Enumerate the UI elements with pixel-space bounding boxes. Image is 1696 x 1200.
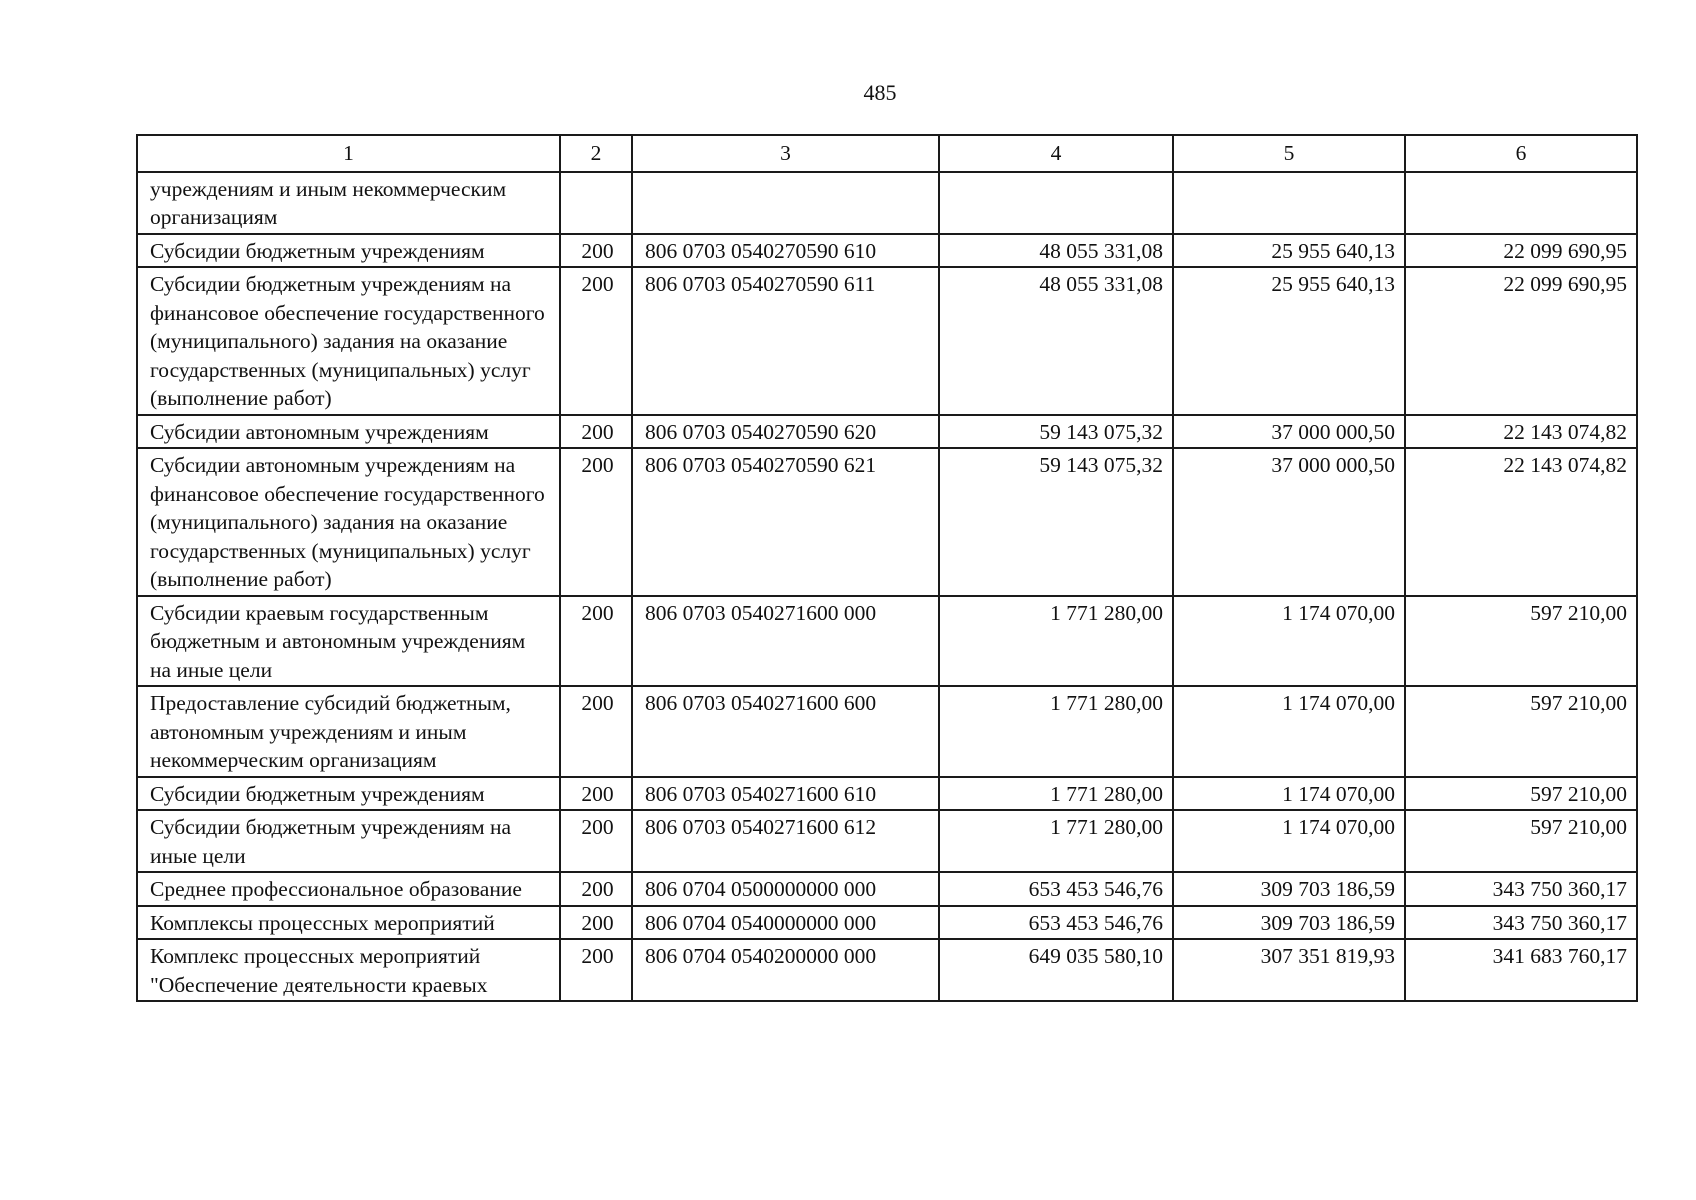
row-name-cell: Субсидии краевым государственным бюджетным и автономным учреждениям на иные цели bbox=[137, 596, 560, 687]
row-classification-code-cell: 806 0704 0540200000 000 bbox=[632, 939, 939, 1001]
row-amount-col5-cell: 37 000 000,50 bbox=[1173, 415, 1405, 449]
row-name-cell: Субсидии автономным учреждениям на финансовое обеспечение государственного (муниципального) задания на оказание государственных (муниципальных) услуг (выполнение работ) bbox=[137, 448, 560, 596]
row-classification-code-cell: 806 0703 0540270590 620 bbox=[632, 415, 939, 449]
table-row bbox=[137, 596, 1637, 687]
row-name-cell: Предоставление субсидий бюджетным, автономным учреждениям и иным некоммерческим организациям bbox=[137, 686, 560, 777]
row-amount-col6-cell: 22 099 690,95 bbox=[1405, 234, 1637, 268]
row-classification-code-cell: 806 0703 0540270590 621 bbox=[632, 448, 939, 596]
row-amount-col6-cell bbox=[1405, 172, 1637, 234]
row-name-cell: Субсидии автономным учреждениям bbox=[137, 415, 560, 449]
row-name-cell: Комплекс процессных мероприятий "Обеспечение деятельности краевых bbox=[137, 939, 560, 1001]
row-code-cell: 200 bbox=[560, 596, 632, 687]
row-amount-col5-cell: 309 703 186,59 bbox=[1173, 906, 1405, 940]
table-row bbox=[137, 810, 1637, 872]
row-code-cell: 200 bbox=[560, 777, 632, 811]
row-amount-col4-cell: 48 055 331,08 bbox=[939, 234, 1173, 268]
row-code-cell: 200 bbox=[560, 415, 632, 449]
row-name-cell: Субсидии бюджетным учреждениям на иные цели bbox=[137, 810, 560, 872]
header-row bbox=[137, 135, 1637, 172]
row-amount-col6-cell: 22 143 074,82 bbox=[1405, 415, 1637, 449]
row-amount-col4-cell: 1 771 280,00 bbox=[939, 777, 1173, 811]
row-amount-col5-cell: 1 174 070,00 bbox=[1173, 810, 1405, 872]
row-code-cell bbox=[560, 172, 632, 234]
table-row bbox=[137, 939, 1637, 1001]
column-header-3: 3 bbox=[632, 135, 939, 172]
row-amount-col5-cell: 307 351 819,93 bbox=[1173, 939, 1405, 1001]
row-amount-col6-cell: 341 683 760,17 bbox=[1405, 939, 1637, 1001]
row-classification-code-cell: 806 0704 0540000000 000 bbox=[632, 906, 939, 940]
row-amount-col4-cell bbox=[939, 172, 1173, 234]
table-header bbox=[137, 135, 1637, 172]
row-amount-col4-cell: 649 035 580,10 bbox=[939, 939, 1173, 1001]
row-amount-col5-cell: 25 955 640,13 bbox=[1173, 267, 1405, 415]
row-code-cell: 200 bbox=[560, 234, 632, 268]
row-amount-col4-cell: 653 453 546,76 bbox=[939, 906, 1173, 940]
row-amount-col4-cell: 48 055 331,08 bbox=[939, 267, 1173, 415]
table-row bbox=[137, 448, 1637, 596]
row-amount-col6-cell: 597 210,00 bbox=[1405, 810, 1637, 872]
column-header-2: 2 bbox=[560, 135, 632, 172]
table-row bbox=[137, 906, 1637, 940]
table-row bbox=[137, 686, 1637, 777]
row-amount-col6-cell: 597 210,00 bbox=[1405, 596, 1637, 687]
column-header-4: 4 bbox=[939, 135, 1173, 172]
column-header-6: 6 bbox=[1405, 135, 1637, 172]
row-classification-code-cell bbox=[632, 172, 939, 234]
row-classification-code-cell: 806 0703 0540271600 610 bbox=[632, 777, 939, 811]
table-row bbox=[137, 234, 1637, 268]
table-body bbox=[137, 172, 1637, 1002]
row-amount-col5-cell: 37 000 000,50 bbox=[1173, 448, 1405, 596]
row-amount-col6-cell: 22 099 690,95 bbox=[1405, 267, 1637, 415]
row-amount-col5-cell: 1 174 070,00 bbox=[1173, 777, 1405, 811]
budget-table bbox=[136, 134, 1638, 1002]
row-amount-col5-cell bbox=[1173, 172, 1405, 234]
column-header-1: 1 bbox=[137, 135, 560, 172]
row-classification-code-cell: 806 0703 0540271600 000 bbox=[632, 596, 939, 687]
table-row bbox=[137, 415, 1637, 449]
row-code-cell: 200 bbox=[560, 686, 632, 777]
table-row bbox=[137, 872, 1637, 906]
table-row bbox=[137, 777, 1637, 811]
row-amount-col4-cell: 59 143 075,32 bbox=[939, 448, 1173, 596]
row-classification-code-cell: 806 0703 0540271600 612 bbox=[632, 810, 939, 872]
row-amount-col4-cell: 1 771 280,00 bbox=[939, 810, 1173, 872]
row-amount-col6-cell: 597 210,00 bbox=[1405, 686, 1637, 777]
row-classification-code-cell: 806 0703 0540270590 610 bbox=[632, 234, 939, 268]
row-amount-col5-cell: 1 174 070,00 bbox=[1173, 596, 1405, 687]
row-amount-col5-cell: 309 703 186,59 bbox=[1173, 872, 1405, 906]
table-row bbox=[137, 267, 1637, 415]
table-row bbox=[137, 172, 1637, 234]
row-amount-col6-cell: 343 750 360,17 bbox=[1405, 872, 1637, 906]
row-name-cell: Субсидии бюджетным учреждениям на финансовое обеспечение государственного (муниципального) задания на оказание государственных (муниципальных) услуг (выполнение работ) bbox=[137, 267, 560, 415]
row-name-cell: Среднее профессиональное образование bbox=[137, 872, 560, 906]
row-amount-col5-cell: 25 955 640,13 bbox=[1173, 234, 1405, 268]
row-amount-col6-cell: 343 750 360,17 bbox=[1405, 906, 1637, 940]
row-classification-code-cell: 806 0703 0540271600 600 bbox=[632, 686, 939, 777]
column-header-5: 5 bbox=[1173, 135, 1405, 172]
row-amount-col6-cell: 597 210,00 bbox=[1405, 777, 1637, 811]
row-code-cell: 200 bbox=[560, 267, 632, 415]
row-amount-col4-cell: 1 771 280,00 bbox=[939, 686, 1173, 777]
row-amount-col4-cell: 1 771 280,00 bbox=[939, 596, 1173, 687]
row-amount-col6-cell: 22 143 074,82 bbox=[1405, 448, 1637, 596]
row-code-cell: 200 bbox=[560, 906, 632, 940]
row-code-cell: 200 bbox=[560, 939, 632, 1001]
row-code-cell: 200 bbox=[560, 872, 632, 906]
row-code-cell: 200 bbox=[560, 810, 632, 872]
row-amount-col4-cell: 59 143 075,32 bbox=[939, 415, 1173, 449]
row-name-cell: Субсидии бюджетным учреждениям bbox=[137, 777, 560, 811]
row-classification-code-cell: 806 0703 0540270590 611 bbox=[632, 267, 939, 415]
row-amount-col5-cell: 1 174 070,00 bbox=[1173, 686, 1405, 777]
page-number: 485 bbox=[863, 80, 897, 105]
row-amount-col4-cell: 653 453 546,76 bbox=[939, 872, 1173, 906]
row-name-cell: Субсидии бюджетным учреждениям bbox=[137, 234, 560, 268]
row-name-cell: Комплексы процессных мероприятий bbox=[137, 906, 560, 940]
row-name-cell: учреждениям и иным некоммерческим организациям bbox=[137, 172, 560, 234]
row-code-cell: 200 bbox=[560, 448, 632, 596]
row-classification-code-cell: 806 0704 0500000000 000 bbox=[632, 872, 939, 906]
